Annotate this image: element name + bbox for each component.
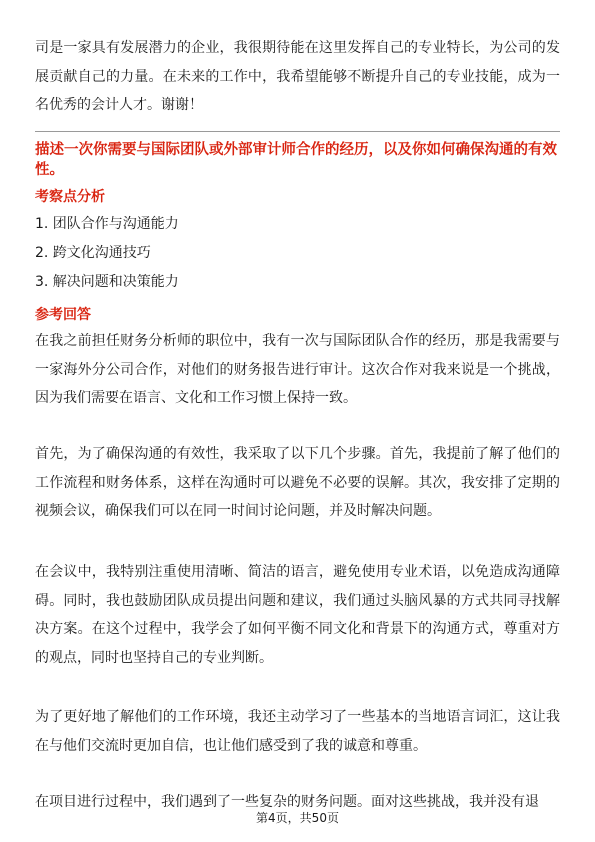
answer-paragraph-2-block (35, 440, 560, 526)
question-block (35, 140, 560, 180)
answer-paragraph-4-block (35, 703, 560, 760)
analysis-item-1-block (35, 214, 560, 234)
analysis-item: 3. 解决问题和决策能力 (35, 274, 179, 290)
answer-paragraph: 为了更好地了解他们的工作环境，我还主动学习了一些基本的当地语言词汇，这让我在与他们交流时更加自信，也让他们感受到了我的诚意和尊重。 (35, 709, 560, 754)
answer-heading: 参考回答 (35, 307, 91, 323)
analysis-item-2-block (35, 243, 560, 263)
analysis-item: 2. 跨文化沟通技巧 (35, 245, 151, 261)
analysis-heading: 考察点分析 (35, 189, 105, 205)
question-title: 描述一次你需要与国际团队或外部审计师合作的经历，以及你如何确保沟通的有效性。 (35, 142, 557, 178)
page-number-footer: 第4页，共50页 (256, 811, 339, 825)
section-divider (35, 131, 560, 132)
intro-paragraph-block (35, 34, 560, 120)
analysis-item-3-block (35, 272, 560, 292)
answer-heading-block (35, 305, 560, 325)
analysis-heading-block (35, 187, 560, 207)
answer-paragraph-3-block (35, 558, 560, 672)
answer-paragraph: 首先，为了确保沟通的有效性，我采取了以下几个步骤。首先，我提前了解了他们的工作流程和财务体系，这样在沟通时可以避免不必要的误解。其次，我安排了定期的视频会议，确保我们可以在同一时间讨论问题，并及时解决问题。 (35, 446, 560, 519)
answer-paragraph: 在会议中，我特别注重使用清晰、简洁的语言，避免使用专业术语，以免造成沟通障碍。同时，我也鼓励团队成员提出问题和建议，我们通过头脑风暴的方式共同寻找解决方案。在这个过程中，我学会了如何平衡不同文化和背景下的沟通方式，尊重对方的观点，同时也坚持自己的专业判断。 (35, 564, 560, 666)
analysis-item: 1. 团队合作与沟通能力 (35, 216, 179, 232)
answer-paragraph-1-block (35, 327, 560, 413)
intro-paragraph: 司是一家具有发展潜力的企业，我很期待能在这里发挥自己的专业特长，为公司的发展贡献自己的力量。在未来的工作中，我希望能够不断提升自己的专业技能，成为一名优秀的会计人才。谢谢！ (35, 40, 560, 113)
answer-paragraph: 在项目进行过程中，我们遇到了一些复杂的财务问题。面对这些挑战，我并没有退 (35, 794, 539, 810)
answer-paragraph: 在我之前担任财务分析师的职位中，我有一次与国际团队合作的经历，那是我需要与一家海外分公司合作，对他们的财务报告进行审计。这次合作对我来说是一个挑战，因为我们需要在语言、文化和工作习惯上保持一致。 (35, 333, 560, 406)
